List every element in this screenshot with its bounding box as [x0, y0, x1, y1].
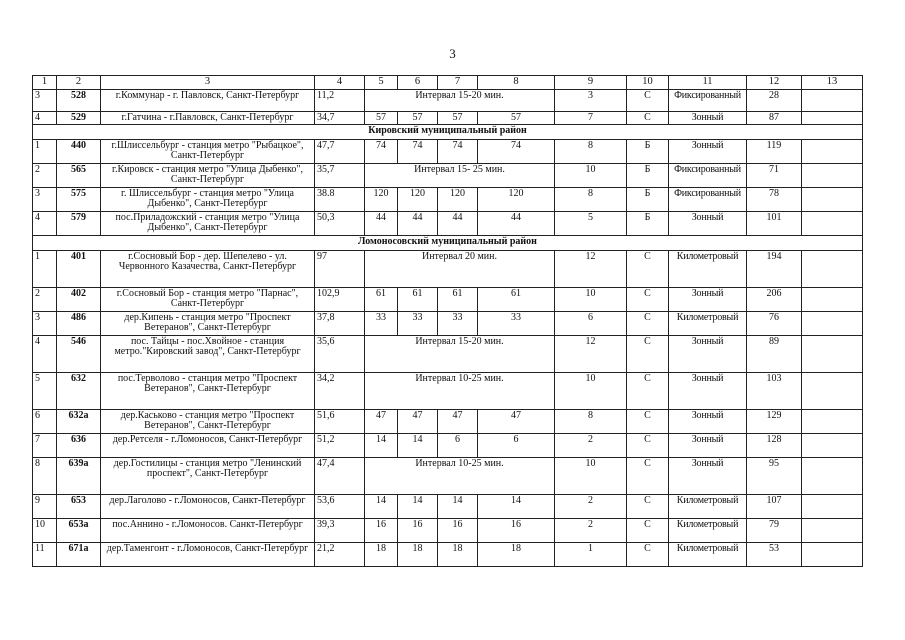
row-number: 2 [33, 288, 57, 312]
vehicle-count: 2 [555, 434, 627, 458]
column-13 [802, 495, 863, 519]
table-row [33, 312, 863, 336]
tariff-type: Фиксированный [669, 164, 747, 188]
vehicle-class: Б [627, 164, 669, 188]
fare: 87 [747, 112, 802, 125]
column-13 [802, 251, 863, 288]
route-path: г.Гатчина - г.Павловск, Санкт-Петербург [101, 112, 315, 125]
route-path: г.Шлиссельбург - станция метро "Рыбацкое", Санкт-Петербург [101, 140, 315, 164]
tariff-type: Зонный [669, 458, 747, 495]
fare: 28 [747, 90, 802, 112]
fare: 129 [747, 410, 802, 434]
route-length: 53,6 [315, 495, 365, 519]
route-path: дер.Каськово - станция метро "Проспект Ветеранов", Санкт-Петербург [101, 410, 315, 434]
departures-col8: 47 [478, 410, 555, 434]
column-header: 11 [669, 76, 747, 90]
departures-col5: 14 [365, 495, 398, 519]
vehicle-count: 12 [555, 336, 627, 373]
route-length: 21,2 [315, 543, 365, 567]
route-path: дер.Гостилицы - станция метро "Ленинский проспект", Санкт-Петербург [101, 458, 315, 495]
table-row [33, 373, 863, 410]
tariff-type: Фиксированный [669, 188, 747, 212]
column-header: 7 [438, 76, 478, 90]
row-number: 6 [33, 410, 57, 434]
row-number: 4 [33, 212, 57, 236]
route-length: 51,6 [315, 410, 365, 434]
route-length: 102,9 [315, 288, 365, 312]
tariff-type: Километровый [669, 519, 747, 543]
vehicle-count: 1 [555, 543, 627, 567]
vehicle-class: С [627, 90, 669, 112]
column-13 [802, 140, 863, 164]
departures-col8: 18 [478, 543, 555, 567]
route-number: 636 [57, 434, 101, 458]
vehicle-class: Б [627, 212, 669, 236]
row-number: 4 [33, 336, 57, 373]
route-number: 529 [57, 112, 101, 125]
route-length: 51,2 [315, 434, 365, 458]
tariff-type: Зонный [669, 434, 747, 458]
section-header [33, 125, 863, 140]
vehicle-class: С [627, 251, 669, 288]
departures-col7: 44 [438, 212, 478, 236]
departures-col8: 33 [478, 312, 555, 336]
route-length: 34,2 [315, 373, 365, 410]
row-number: 4 [33, 112, 57, 125]
vehicle-count: 10 [555, 164, 627, 188]
interval: Интервал 10-25 мин. [365, 373, 555, 410]
departures-col7: 57 [438, 112, 478, 125]
row-number: 9 [33, 495, 57, 519]
fare: 128 [747, 434, 802, 458]
column-13 [802, 288, 863, 312]
column-13 [802, 188, 863, 212]
interval: Интервал 20 мин. [365, 251, 555, 288]
tariff-type: Зонный [669, 112, 747, 125]
route-number: 402 [57, 288, 101, 312]
route-path: г.Коммунар - г. Павловск, Санкт-Петербург [101, 90, 315, 112]
route-path: дер.Лаголово - г.Ломоносов, Санкт-Петербург [101, 495, 315, 519]
vehicle-class: С [627, 288, 669, 312]
table-row [33, 410, 863, 434]
vehicle-class: С [627, 458, 669, 495]
column-header: 3 [101, 76, 315, 90]
vehicle-count: 7 [555, 112, 627, 125]
route-length: 35,7 [315, 164, 365, 188]
route-number: 401 [57, 251, 101, 288]
column-13 [802, 373, 863, 410]
tariff-type: Зонный [669, 288, 747, 312]
fare: 119 [747, 140, 802, 164]
table-row [33, 495, 863, 519]
vehicle-count: 8 [555, 188, 627, 212]
route-number: 440 [57, 140, 101, 164]
table-row [33, 543, 863, 567]
fare: 194 [747, 251, 802, 288]
column-13 [802, 410, 863, 434]
departures-col5: 44 [365, 212, 398, 236]
column-13 [802, 434, 863, 458]
tariff-type: Зонный [669, 410, 747, 434]
departures-col7: 33 [438, 312, 478, 336]
route-path: дер.Кипень - станция метро "Проспект Ветеранов", Санкт-Петербург [101, 312, 315, 336]
column-header: 8 [478, 76, 555, 90]
vehicle-count: 10 [555, 288, 627, 312]
vehicle-count: 2 [555, 495, 627, 519]
route-number: 575 [57, 188, 101, 212]
column-header: 13 [802, 76, 863, 90]
route-path: дер.Таменгонт - г.Ломоносов, Санкт-Петербург [101, 543, 315, 567]
departures-col7: 74 [438, 140, 478, 164]
vehicle-count: 2 [555, 519, 627, 543]
row-number: 3 [33, 188, 57, 212]
departures-col5: 61 [365, 288, 398, 312]
row-number: 1 [33, 251, 57, 288]
route-length: 38.8 [315, 188, 365, 212]
interval: Интервал 15-20 мин. [365, 336, 555, 373]
table-row [33, 288, 863, 312]
route-path: пос.Аннино - г.Ломоносов. Санкт-Петербург [101, 519, 315, 543]
route-path: пос.Терволово - станция метро "Проспект Ветеранов", Санкт-Петербург [101, 373, 315, 410]
departures-col5: 14 [365, 434, 398, 458]
column-13 [802, 336, 863, 373]
tariff-type: Километровый [669, 251, 747, 288]
departures-col8: 44 [478, 212, 555, 236]
fare: 107 [747, 495, 802, 519]
column-13 [802, 519, 863, 543]
route-path: г.Сосновый Бор - дер. Шепелево - ул. Червонного Казачества, Санкт-Петербург [101, 251, 315, 288]
vehicle-class: С [627, 495, 669, 519]
departures-col5: 74 [365, 140, 398, 164]
route-number: 579 [57, 212, 101, 236]
fare: 206 [747, 288, 802, 312]
departures-col7: 16 [438, 519, 478, 543]
tariff-type: Километровый [669, 312, 747, 336]
route-path: пос. Тайцы - пос.Хвойное - станция метро."Кировский завод", Санкт-Петербург [101, 336, 315, 373]
departures-col5: 57 [365, 112, 398, 125]
departures-col5: 18 [365, 543, 398, 567]
table-row [33, 164, 863, 188]
departures-col8: 120 [478, 188, 555, 212]
vehicle-class: С [627, 312, 669, 336]
fare: 53 [747, 543, 802, 567]
table-row [33, 519, 863, 543]
column-header: 9 [555, 76, 627, 90]
departures-col6: 74 [398, 140, 438, 164]
departures-col5: 47 [365, 410, 398, 434]
route-number: 639а [57, 458, 101, 495]
interval: Интервал 15- 25 мин. [365, 164, 555, 188]
table-row [33, 112, 863, 125]
vehicle-class: Б [627, 140, 669, 164]
vehicle-count: 10 [555, 458, 627, 495]
departures-col6: 14 [398, 434, 438, 458]
departures-col7: 61 [438, 288, 478, 312]
table-row [33, 458, 863, 495]
route-length: 34,7 [315, 112, 365, 125]
fare: 101 [747, 212, 802, 236]
tariff-type: Зонный [669, 373, 747, 410]
column-13 [802, 212, 863, 236]
row-number: 11 [33, 543, 57, 567]
vehicle-class: С [627, 112, 669, 125]
departures-col8: 61 [478, 288, 555, 312]
departures-col8: 74 [478, 140, 555, 164]
column-header: 5 [365, 76, 398, 90]
table-row [33, 434, 863, 458]
vehicle-count: 8 [555, 140, 627, 164]
table-row [33, 140, 863, 164]
route-length: 11,2 [315, 90, 365, 112]
row-number: 7 [33, 434, 57, 458]
vehicle-class: С [627, 519, 669, 543]
route-length: 47,4 [315, 458, 365, 495]
departures-col7: 120 [438, 188, 478, 212]
departures-col8: 14 [478, 495, 555, 519]
interval: Интервал 15-20 мин. [365, 90, 555, 112]
column-13 [802, 164, 863, 188]
table-row [33, 188, 863, 212]
route-number: 486 [57, 312, 101, 336]
table-row [33, 212, 863, 236]
column-13 [802, 112, 863, 125]
departures-col6: 14 [398, 495, 438, 519]
departures-col7: 18 [438, 543, 478, 567]
column-header: 6 [398, 76, 438, 90]
vehicle-count: 8 [555, 410, 627, 434]
vehicle-count: 3 [555, 90, 627, 112]
section-title: Ломоносовский муниципальный район [33, 236, 863, 251]
fare: 95 [747, 458, 802, 495]
tariff-type: Зонный [669, 140, 747, 164]
section-title: Кировский муниципальный район [33, 125, 863, 140]
departures-col6: 44 [398, 212, 438, 236]
route-length: 50,3 [315, 212, 365, 236]
column-header: 10 [627, 76, 669, 90]
row-number: 3 [33, 312, 57, 336]
departures-col6: 33 [398, 312, 438, 336]
route-number: 653 [57, 495, 101, 519]
row-number: 1 [33, 140, 57, 164]
row-number: 2 [33, 164, 57, 188]
column-header: 1 [33, 76, 57, 90]
row-number: 5 [33, 373, 57, 410]
departures-col5: 33 [365, 312, 398, 336]
fare: 76 [747, 312, 802, 336]
departures-col6: 61 [398, 288, 438, 312]
departures-col8: 6 [478, 434, 555, 458]
column-13 [802, 90, 863, 112]
vehicle-class: С [627, 336, 669, 373]
route-length: 47,7 [315, 140, 365, 164]
route-path: г.Кировск - станция метро "Улица Дыбенко", Санкт-Петербург [101, 164, 315, 188]
vehicle-count: 10 [555, 373, 627, 410]
tariff-type: Зонный [669, 336, 747, 373]
vehicle-count: 12 [555, 251, 627, 288]
row-number: 3 [33, 90, 57, 112]
vehicle-count: 6 [555, 312, 627, 336]
tariff-type: Километровый [669, 543, 747, 567]
departures-col8: 16 [478, 519, 555, 543]
table-row [33, 251, 863, 288]
header-row [33, 76, 863, 90]
column-13 [802, 458, 863, 495]
route-number: 528 [57, 90, 101, 112]
route-path: г. Шлиссельбург - станция метро "Улица Дыбенко", Санкт-Петербург [101, 188, 315, 212]
departures-col6: 57 [398, 112, 438, 125]
fare: 89 [747, 336, 802, 373]
route-length: 37,8 [315, 312, 365, 336]
route-path: пос.Приладожский - станция метро "Улица Дыбенко", Санкт-Петербург [101, 212, 315, 236]
departures-col6: 18 [398, 543, 438, 567]
route-number: 632 [57, 373, 101, 410]
table-row [33, 90, 863, 112]
table-row [33, 336, 863, 373]
route-number: 653а [57, 519, 101, 543]
fare: 79 [747, 519, 802, 543]
tariff-type: Фиксированный [669, 90, 747, 112]
route-number: 565 [57, 164, 101, 188]
fare: 71 [747, 164, 802, 188]
page-number: 3 [449, 46, 456, 61]
departures-col7: 6 [438, 434, 478, 458]
departures-col7: 47 [438, 410, 478, 434]
route-length: 97 [315, 251, 365, 288]
departures-col6: 120 [398, 188, 438, 212]
vehicle-class: С [627, 434, 669, 458]
tariff-type: Зонный [669, 212, 747, 236]
routes-table [32, 75, 863, 567]
fare: 78 [747, 188, 802, 212]
route-path: дер.Ретселя - г.Ломоносов, Санкт-Петербург [101, 434, 315, 458]
vehicle-class: Б [627, 188, 669, 212]
route-number: 632а [57, 410, 101, 434]
departures-col6: 16 [398, 519, 438, 543]
vehicle-class: С [627, 373, 669, 410]
departures-col5: 120 [365, 188, 398, 212]
route-number: 546 [57, 336, 101, 373]
row-number: 10 [33, 519, 57, 543]
interval: Интервал 10-25 мин. [365, 458, 555, 495]
departures-col7: 14 [438, 495, 478, 519]
vehicle-count: 5 [555, 212, 627, 236]
column-13 [802, 543, 863, 567]
route-length: 35,6 [315, 336, 365, 373]
route-path: г.Сосновый Бор - станция метро "Парнас", Санкт-Петербург [101, 288, 315, 312]
departures-col6: 47 [398, 410, 438, 434]
section-header [33, 236, 863, 251]
column-header: 2 [57, 76, 101, 90]
departures-col5: 16 [365, 519, 398, 543]
row-number: 8 [33, 458, 57, 495]
fare: 103 [747, 373, 802, 410]
column-header: 4 [315, 76, 365, 90]
vehicle-class: С [627, 543, 669, 567]
column-13 [802, 312, 863, 336]
vehicle-class: С [627, 410, 669, 434]
route-number: 671а [57, 543, 101, 567]
tariff-type: Километровый [669, 495, 747, 519]
departures-col8: 57 [478, 112, 555, 125]
route-length: 39,3 [315, 519, 365, 543]
column-header: 12 [747, 76, 802, 90]
